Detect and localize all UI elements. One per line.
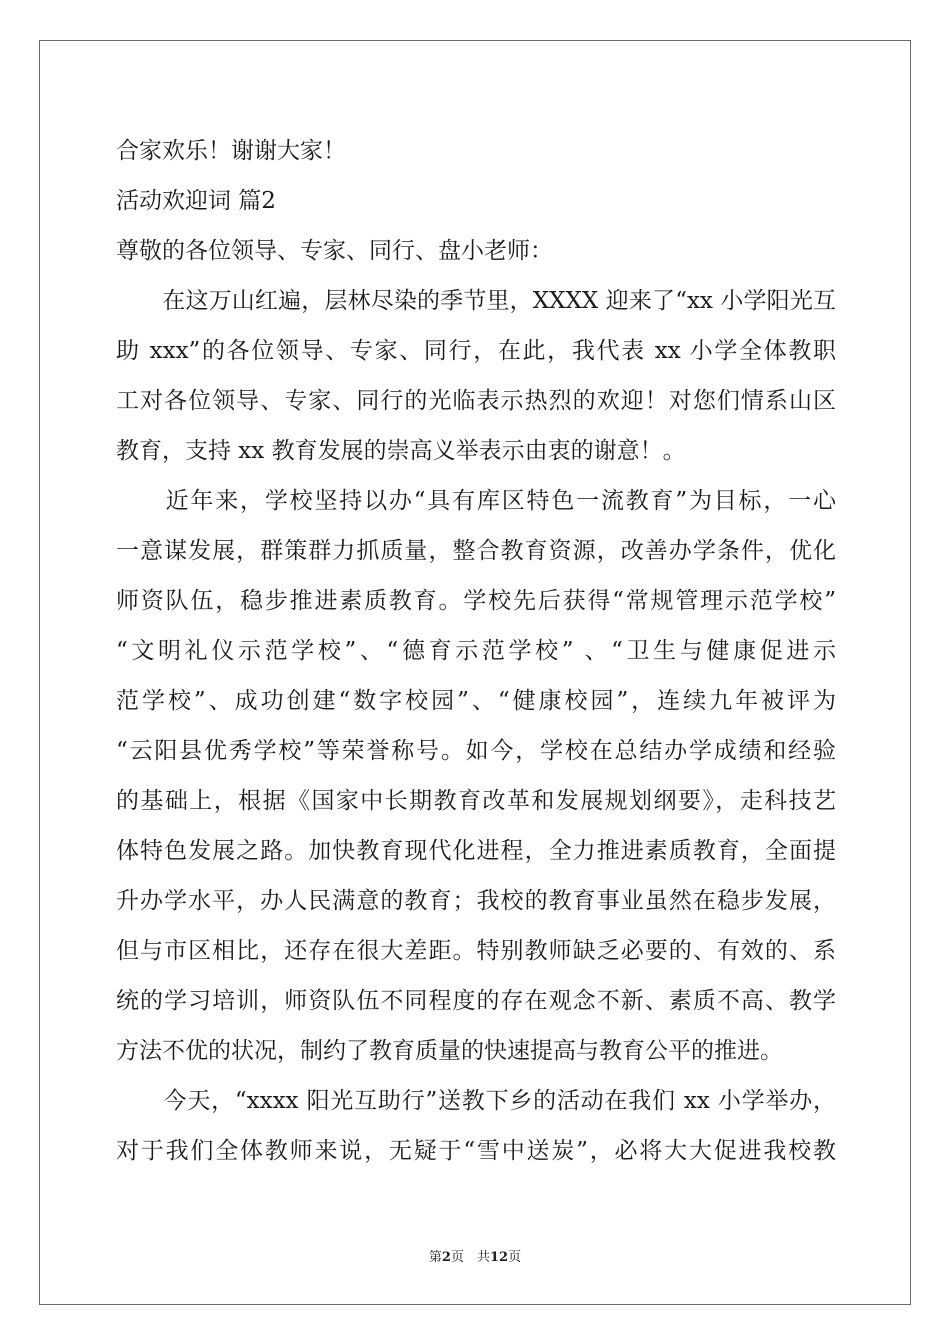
text-line: 统的学习培训，师资队伍不同程度的存在观念不新、素质不高、教学 — [116, 988, 836, 1014]
text-line: 助 xxx”的各位领导、专家、同行，在此，我代表 xx 小学全体教职 — [116, 338, 836, 364]
footer-middle: 页 共 — [450, 1250, 490, 1265]
total-page-number: 12 — [489, 1250, 509, 1265]
text-line: 一意谋发展，群策群力抓质量，整合教育资源，改善办学条件，优化 — [116, 538, 836, 564]
footer-prefix: 第 — [428, 1250, 442, 1265]
page-footer — [0, 1246, 950, 1265]
text-line: “云阳县优秀学校”等荣誉称号。如今，学校在总结办学成绩和经验 — [116, 738, 836, 764]
text-line: 的基础上，根据《国家中长期教育改革和发展规划纲要》，走科技艺 — [116, 788, 836, 814]
text-line: 工对各位领导、专家、同行的光临表示热烈的欢迎！对您们情系山区 — [116, 388, 836, 414]
text-line: 范学校”、成功创建“数字校园”、“健康校园”，连续九年被评为 — [116, 688, 836, 714]
text-line: 在这万山红遍，层林尽染的季节里，XXXX 迎来了“xx 小学阳光互 — [116, 288, 836, 314]
text-line: 但与市区相比，还存在很大差距。特别教师缺乏必要的、有效的、系 — [116, 938, 836, 964]
text-line: 师资队伍，稳步推进素质教育。学校先后获得“常规管理示范学校” — [116, 588, 836, 614]
document-body — [116, 126, 836, 1176]
text-line: 教育，支持 xx 教育发展的崇高义举表示由衷的谢意！。 — [116, 438, 686, 464]
current-page-number: 2 — [441, 1250, 451, 1265]
text-line: “文明礼仪示范学校”、“德育示范学校” 、“卫生与健康促进示 — [116, 638, 836, 664]
text-line: 近年来，学校坚持以办“具有库区特色一流教育”为目标，一心 — [116, 488, 836, 514]
text-line: 活动欢迎词 篇2 — [116, 188, 276, 214]
text-line: 尊敬的各位领导、专家、同行、盘小老师： — [116, 238, 553, 264]
text-line: 今天，“xxxx 阳光互助行”送教下乡的活动在我们 xx 小学举办， — [116, 1088, 836, 1114]
text-line: 合家欢乐！谢谢大家！ — [116, 138, 346, 164]
text-line: 方法不优的状况，制约了教育质量的快速提高与教育公平的推进。 — [116, 1038, 783, 1064]
text-line: 升办学水平，办人民满意的教育；我校的教育事业虽然在稳步发展， — [116, 888, 836, 914]
footer-suffix: 页 — [508, 1250, 522, 1265]
text-line: 体特色发展之路。加快教育现代化进程，全力推进素质教育，全面提 — [116, 838, 836, 864]
text-line: 对于我们全体教师来说，无疑于“雪中送炭”，必将大大促进我校教 — [116, 1138, 836, 1164]
